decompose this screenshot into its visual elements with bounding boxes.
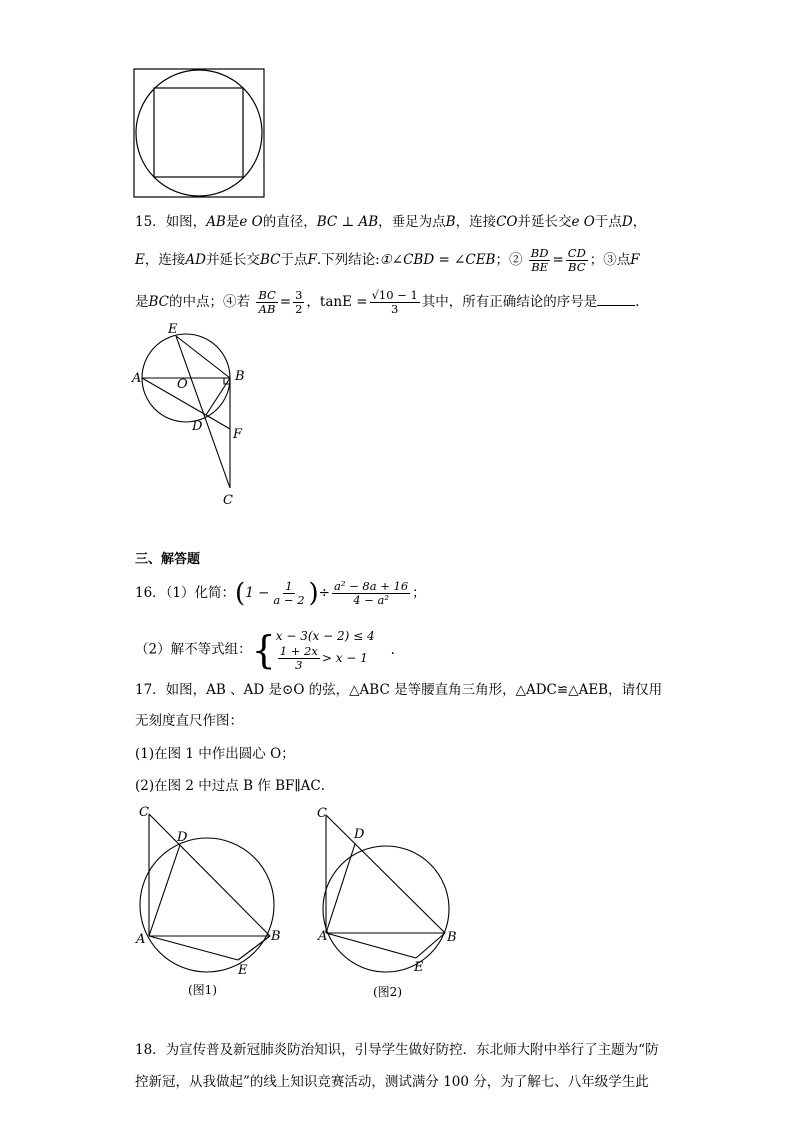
fraction-bd-be: $\frac{BD}{BE}$ bbox=[530, 246, 549, 274]
q17-line4: (2)在图 2 中过点 B 作 BF∥AC． bbox=[135, 778, 335, 794]
inner-square bbox=[154, 88, 243, 177]
figure-2-caption: (图2) bbox=[373, 985, 402, 999]
q15-figure bbox=[130, 318, 265, 513]
label-o: O bbox=[177, 377, 188, 392]
square-circle-figure bbox=[130, 66, 270, 200]
q15-line3: 是BC的中点；④若 $\frac{BC}{AB}$ = $\frac{3}{2}$ ，tanE = $\frac{√10 - 1}{3}$ 其中，所有正确结论的序号是 . bbox=[135, 288, 640, 316]
segment-ad bbox=[326, 844, 355, 933]
segment-ad bbox=[149, 845, 180, 936]
label-c: C bbox=[317, 806, 327, 821]
q16-part1: 16．（1）化简：(1 − $\frac{1}{a - 2}$ )÷ $\frac{\text{a² − 8a + 16}}{\text{4 − a²}}$ ； bbox=[135, 578, 426, 609]
q17-figure-2 bbox=[310, 800, 470, 1005]
label-c: C bbox=[223, 493, 233, 508]
label-a: A bbox=[132, 371, 142, 386]
q17-figure-1 bbox=[130, 800, 290, 1005]
segment-be bbox=[238, 936, 270, 960]
q15-line2: E，连接AD并延长交BC于点F.下列结论:①∠CBD = ∠CEB；② $\frac{BD}{BE}$ = $\frac{CD}{BC}$ ；③点F bbox=[135, 246, 640, 274]
section-title: 三、解答题 bbox=[135, 552, 201, 567]
figure-1-caption: (图1) bbox=[188, 983, 217, 997]
label-e: E bbox=[238, 963, 248, 978]
q17-line1: 17．如图，AB 、AD 是⊙O 的弦，△ABC 是等腰直角三角形，△ADC≌△AEB，请仅用 bbox=[135, 682, 663, 698]
q18-line2: 控新冠，从我做起”的线上知识竞赛活动，测试满分 100 分，为了解七、八年级学生此 bbox=[135, 1074, 649, 1090]
answer-blank[interactable] bbox=[597, 293, 635, 306]
q16-part2: （2）解不等式组：{ x − 3(x − 2) ≤ 4 $\frac{1 + 2x}{3}$ > x − 1 . bbox=[135, 628, 395, 672]
segment-cb bbox=[149, 814, 270, 936]
label-d: D bbox=[192, 419, 203, 434]
label-b: B bbox=[447, 930, 457, 945]
segment-df bbox=[206, 415, 230, 429]
fraction-bc-ab: $\frac{BC}{AB}$ bbox=[258, 288, 276, 316]
q15-line1: 15．如图，AB是e O的直径，BC ⊥ AB，垂足为点B，连接CO并延长交e O于点D， bbox=[135, 214, 647, 230]
label-d: D bbox=[354, 827, 365, 842]
fraction-1-a2: $\frac{1}{a - 2}$ bbox=[273, 579, 305, 607]
label-d: D bbox=[177, 830, 188, 845]
fraction-sqrt10: $\frac{√10 - 1}{3}$ bbox=[371, 288, 418, 316]
fraction-3-2: $\frac{3}{2}$ bbox=[295, 288, 303, 316]
segment-cb bbox=[326, 815, 445, 933]
segment-eb bbox=[176, 336, 230, 378]
label-a: A bbox=[318, 929, 328, 944]
label-e: E bbox=[414, 960, 424, 975]
label-b: B bbox=[235, 369, 245, 384]
q17-line2: 无刻度直尺作图： bbox=[135, 713, 243, 729]
label-a: A bbox=[136, 932, 146, 947]
segment-ae bbox=[326, 933, 416, 958]
inequality-system: x − 3(x − 2) ≤ 4 $\frac{1 + 2x}{3}$ > x − 1 bbox=[275, 629, 375, 672]
label-f: F bbox=[233, 427, 243, 442]
segment-ad bbox=[142, 378, 206, 415]
label-c: C bbox=[139, 805, 149, 820]
segment-ae bbox=[149, 936, 238, 960]
fraction-cd-bc: $\frac{CD}{BC}$ bbox=[567, 246, 586, 274]
circle bbox=[323, 846, 449, 972]
label-b: B bbox=[271, 929, 281, 944]
label-e: E bbox=[168, 322, 178, 337]
segment-ce bbox=[176, 336, 230, 488]
fraction-quadratic: $\frac{\text{a² − 8a + 16}}{\text{4 − a²}}$ bbox=[333, 579, 409, 607]
q18-line1: 18．为宣传普及新冠肺炎防治知识，引导学生做好防控．东北师大附中举行了主题为“防 bbox=[135, 1042, 659, 1058]
q17-line3: (1)在图 1 中作出圆心 O； bbox=[135, 746, 295, 762]
